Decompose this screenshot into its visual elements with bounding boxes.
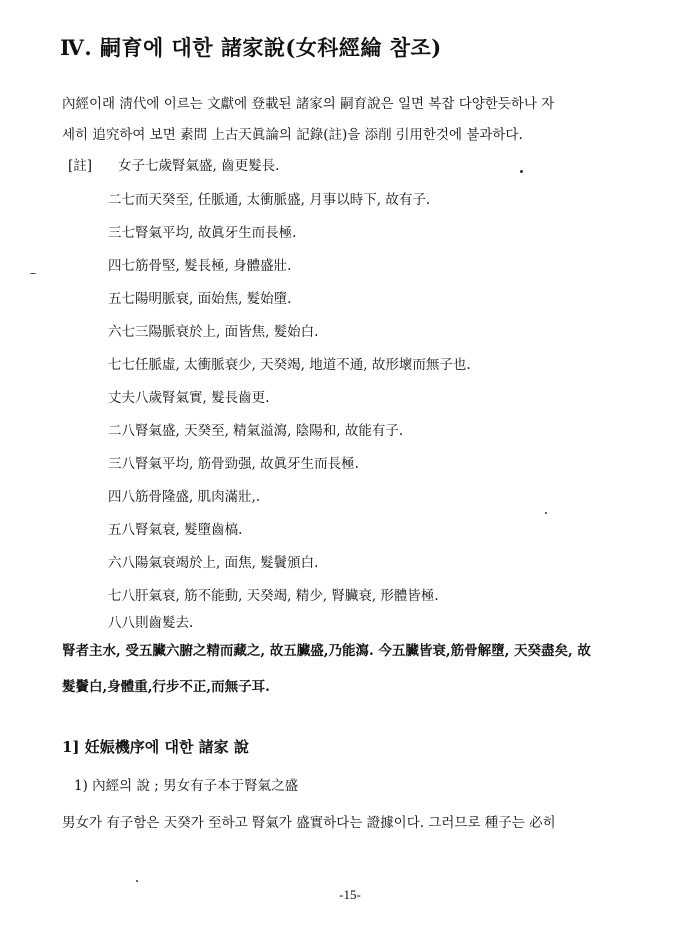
- note-line: 四八筋骨隆盛, 肌肉滿壯,.: [108, 489, 261, 505]
- intro-line-1: 內經이래 淸代에 이르는 文獻에 登載된 諸家의 嗣育說은 일면 복잡 다양한듯하나 자: [62, 96, 555, 112]
- note-line: 女子七歲腎氣盛, 齒更髮長.: [118, 158, 280, 174]
- body-text-line: 男女가 有子함은 天癸가 至하고 腎氣가 盛實하다는 證據이다. 그러므로 種子는 必히: [62, 815, 556, 831]
- closing-line-2: 髮鬢白,身體重,行步不正,而無子耳.: [62, 679, 270, 695]
- note-line: 六七三陽脈衰於上, 面皆焦, 髮始白.: [108, 324, 319, 340]
- note-line: 二七而天癸至, 任脈通, 太衝脈盛, 月事以時下, 故有子.: [108, 192, 431, 208]
- note-label: [註]: [68, 158, 93, 174]
- section-heading: 1] 妊娠機序에 대한 諸家 說: [62, 738, 249, 756]
- page-number: -15-: [339, 887, 361, 902]
- note-line: 五七陽明脈衰, 面始焦, 髮始墮.: [108, 291, 292, 307]
- note-line: 七八肝氣衰, 筋不能動, 天癸竭, 精少, 腎臟衰, 形體皆極.: [108, 588, 439, 604]
- note-line: 七七任脈虛, 太衝脈衰少, 天癸竭, 地道不通, 故形壞而無子也.: [108, 357, 471, 373]
- sub-heading: 1) 內經의 說 ; 男女有子本于腎氣之盛: [74, 778, 299, 794]
- note-line: 六八陽氣衰竭於上, 面焦, 髮鬢頒白.: [108, 555, 319, 571]
- note-line: 五八腎氣衰, 髮墮齒槁.: [108, 522, 243, 538]
- closing-line-1: 腎者主水, 受五臟六腑之精而藏之, 故五臟盛,乃能瀉. 今五臟皆衰,筋骨解墮, 天癸盡矣, 故: [62, 643, 591, 659]
- note-line: 四七筋骨堅, 髮長極, 身體盛壯.: [108, 258, 292, 274]
- scan-speck: [30, 273, 36, 274]
- scan-speck: [545, 512, 547, 514]
- scan-speck: [136, 880, 138, 882]
- note-line: 三七腎氣平均, 故眞牙生而長極.: [108, 225, 297, 241]
- intro-line-2: 세히 追究하여 보면 素問 上古天眞論의 記錄(註)을 添削 引用한것에 불과하다.: [62, 127, 523, 143]
- note-line: 三八腎氣平均, 筋骨勁强, 故眞牙生而長極.: [108, 456, 359, 472]
- note-line: 八八則齒髮去.: [108, 615, 194, 631]
- note-line: 二八腎氣盛, 天癸至, 精氣溢瀉, 陰陽和, 故能有子.: [108, 423, 404, 439]
- note-line: 丈夫八歲腎氣實, 髮長齒更.: [108, 390, 270, 406]
- page-title: Ⅳ. 嗣育에 대한 諸家說(女科經綸 참조): [60, 35, 442, 60]
- scan-speck: [520, 170, 523, 173]
